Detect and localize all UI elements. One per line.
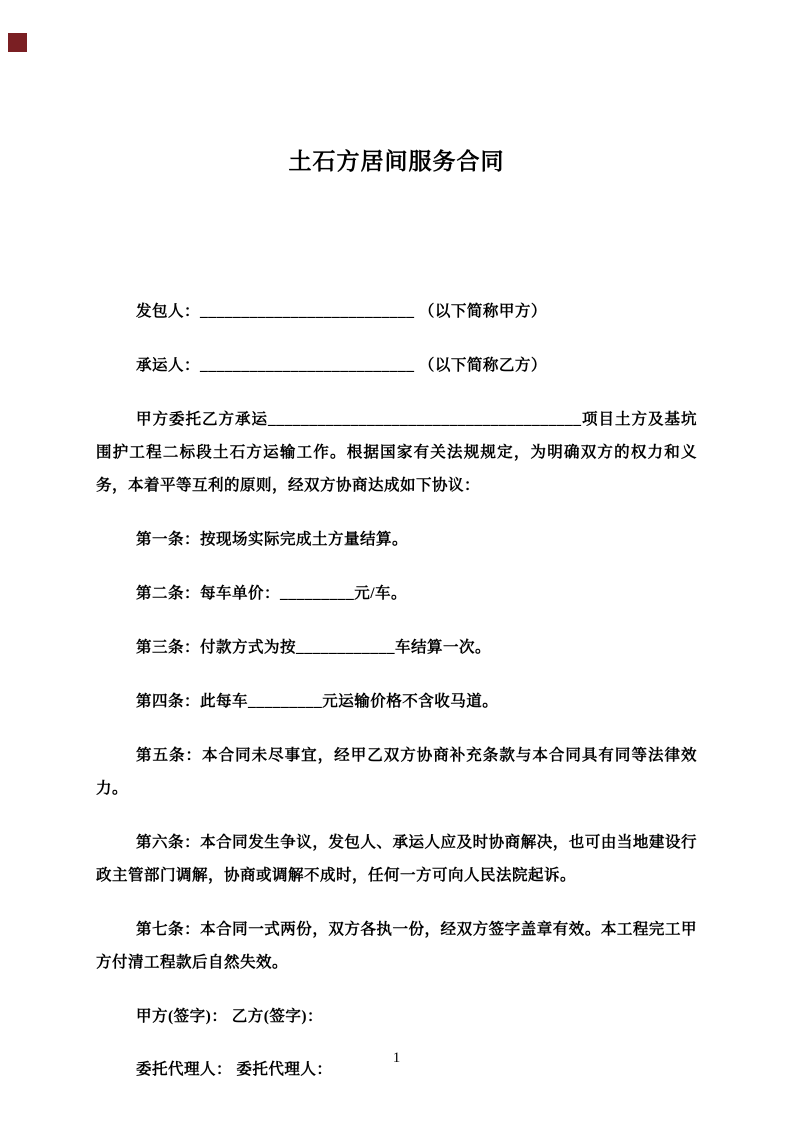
paragraph-clause-2: 第二条：每车单价：_________元/车。 <box>136 585 408 602</box>
paragraph-agents: 委托代理人： 委托代理人： <box>136 1061 333 1078</box>
paragraph-preamble: 甲方委托乙方承运______________________________________项目土方及基坑围护工程二标段土石方运输工作。根据国家有关法规规定，为明确双方的权力和义务，本着平等互利的原则，经双方协商达成如下协议： <box>96 411 697 494</box>
corner-mark <box>8 33 27 52</box>
paragraph-clause-5: 第五条：本合同未尽事宜，经甲乙双方协商补充条款与本合同具有同等法律效力。 <box>96 747 697 797</box>
document-content <box>96 0 697 1106</box>
paragraph-party-a: 发包人：__________________________ （以下简称甲方） <box>136 303 547 320</box>
paragraph-clause-4: 第四条：此每车_________元运输价格不含收马道。 <box>136 693 499 710</box>
paragraph-clause-3: 第三条：付款方式为按____________车结算一次。 <box>136 639 492 656</box>
paragraph-clause-6: 第六条：本合同发生争议，发包人、承运人应及时协商解决，也可由当地建设行政主管部门调解，协商或调解不成时，任何一方可向人民法院起诉。 <box>96 834 697 884</box>
document-body <box>96 295 697 1086</box>
paragraph-party-b: 承运人：__________________________ （以下简称乙方） <box>136 357 547 374</box>
document-title: 土石方居间服务合同 <box>288 149 505 174</box>
page-number: 1 <box>392 1050 401 1066</box>
paragraph-clause-7: 第七条：本合同一式两份，双方各执一份，经双方签字盖章有效。本工程完工甲方付清工程款后自然失效。 <box>96 921 697 971</box>
paragraph-clause-1: 第一条：按现场实际完成土方量结算。 <box>136 531 409 548</box>
paragraph-signatures: 甲方(签字)： 乙方(签字)： <box>136 1008 324 1025</box>
